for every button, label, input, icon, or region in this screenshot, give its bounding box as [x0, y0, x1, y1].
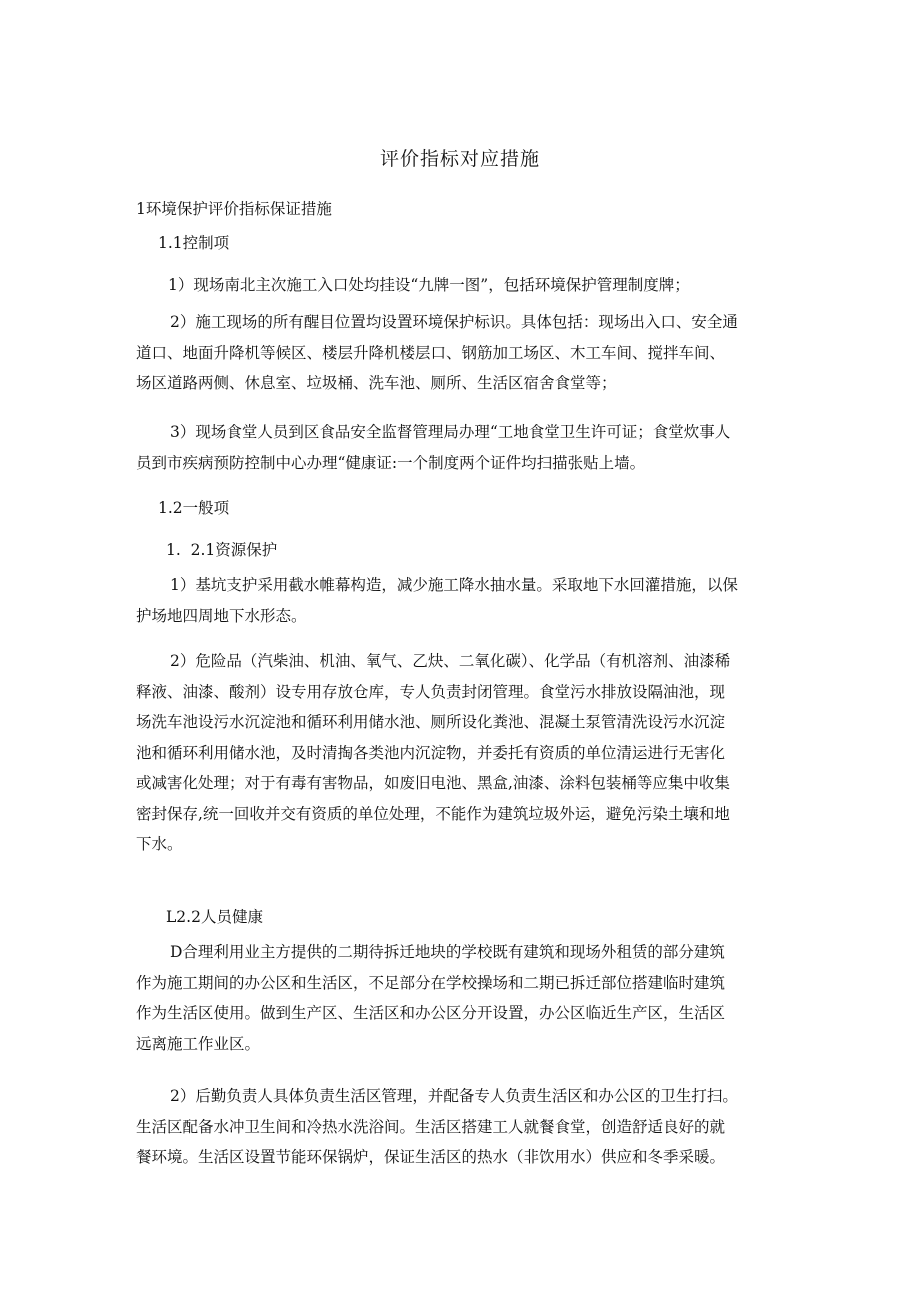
paragraph-1-2-1-2: [136, 646, 796, 860]
section-heading-1: 1环境保护评价指标保证措施: [136, 200, 332, 218]
paragraph-line: 2）后勤负责人具体负责生活区管理，并配备专人负责生活区和办公区的卫生打扫。: [170, 1087, 738, 1105]
paragraph-line: 释液、油漆、酸剂）设专用存放仓库，专人负责封闭管理。食堂污水排放设隔油池，现: [136, 682, 726, 701]
subsection-heading-1-2-2: L2.2人员健康: [166, 908, 263, 926]
subsection-heading-1-1: 1.1控制项: [158, 234, 230, 252]
paragraph-1-1-1: [136, 270, 796, 301]
paragraph-line: 餐环境。生活区设置节能环保锅炉，保证生活区的热水（非饮用水）供应和冬季采暖。: [136, 1148, 726, 1166]
paragraph-line: 3）现场食堂人员到区食品安全监督管理局办理“工地食堂卫生许可证；食堂炊事人: [170, 423, 731, 441]
paragraph-line: 或减害化处理；对于有毒有害物品，如废旧电池、黑盒,油漆、涂料包装桶等应集中收集: [136, 774, 730, 792]
paragraph-1-2-2-1: [136, 937, 796, 1059]
paragraph-line: 1）基坑支护采用截水帷幕构造，减少施工降水抽水量。采取地下水回灌措施，以保: [170, 576, 738, 594]
paragraph-line: 远离施工作业区。: [136, 1034, 261, 1053]
paragraph-line: 池和循环利用储水池，及时清掏各类池内沉淀物，并委托有资质的单位清运进行无害化: [136, 743, 726, 762]
paragraph-line: 场洗车池设污水沉淀池和循环利用储水池、厕所设化粪池、混凝土泵管清洗设污水沉淀: [136, 713, 726, 731]
paragraph-line: 1）现场南北主次施工入口处均挂设“九牌一图”，包括环境保护管理制度牌；: [168, 276, 690, 294]
paragraph-1-2-1-1: [136, 570, 796, 631]
page-title: 评价指标对应措施: [379, 148, 540, 170]
paragraph-line: 场区道路两侧、休息室、垃圾桶、洗车池、厕所、生活区宿舍食堂等；: [136, 374, 617, 392]
paragraph-line: 下水。: [136, 835, 183, 853]
paragraph-line: 2）危险品（汽柴油、机油、氧气、乙炔、二氧化碳）、化学品（有机溶剂、油漆稀: [170, 652, 731, 670]
paragraph-1-2-2-2: [136, 1081, 796, 1173]
paragraph-line: 作为施工期间的办公区和生活区，不足部分在学校操场和二期已拆迁部位搭建临时建筑: [136, 973, 726, 992]
paragraph-line: 道口、地面升降机等候区、楼层升降机楼层口、钢筋加工场区、木工车间、搅拌车间、: [136, 343, 726, 362]
subsection-heading-1-2-1: 1. 2.1资源保护: [166, 541, 278, 559]
subsection-heading-1-2: 1.2一般项: [158, 499, 230, 517]
paragraph-1-1-2: [136, 307, 796, 399]
paragraph-line: 作为生活区使用。做到生产区、生活区和办公区分开设置，办公区临近生产区，生活区: [136, 1004, 726, 1022]
paragraph-line: 2）施工现场的所有醒目位置均设置环境保护标识。具体包括：现场出入口、安全通: [170, 313, 738, 331]
paragraph-line: 护场地四周地下水形态。: [136, 606, 307, 625]
paragraph-line: 密封保存,统一回收并交有资质的单位处理，不能作为建筑垃圾外运，避免污染土壤和地: [136, 804, 730, 823]
paragraph-line: 生活区配备水冲卫生间和冷热水洗浴间。生活区搭建工人就餐食堂，创造舒适良好的就: [136, 1117, 726, 1136]
paragraph-line: D合理利用业主方提供的二期待拆迁地块的学校既有建筑和现场外租赁的部分建筑: [170, 943, 725, 961]
paragraph-line: 员到市疾病预防控制中心办理“健康证:一个制度两个证件均扫描张贴上墙。: [136, 453, 646, 472]
paragraph-1-1-3: [136, 417, 796, 478]
